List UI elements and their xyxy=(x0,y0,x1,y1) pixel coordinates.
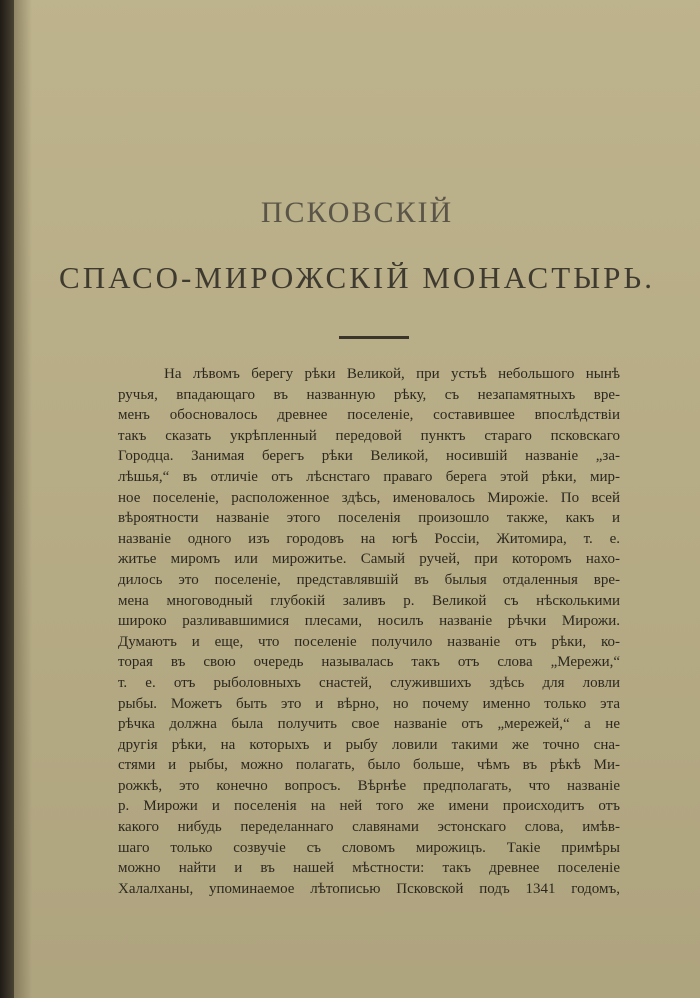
text-line: торая въ свою очередь называлась такъ отъ слова „Мережи,“ xyxy=(118,654,620,671)
text-line: Городца. Занимая берегъ рѣки Великой, носившій названіе „за- xyxy=(118,448,620,465)
text-line: мена многоводный глубокій заливъ р. Великой съ нѣсколькими xyxy=(118,592,620,609)
text-line: рѣчка должна была получить свое названіе отъ „мережей,“ а не xyxy=(118,716,620,733)
text-line: какого нибудь переделаннаго славянами эстонскаго слова, имѣв- xyxy=(118,819,620,836)
text-line: На лѣвомъ берегу рѣки Великой, при устьѣ небольшого нынѣ xyxy=(164,366,620,382)
text-line: Думаютъ и еще, что поселеніе получило названіе отъ рѣки, ко- xyxy=(118,633,620,650)
text-line: вѣроятности названіе этого поселенія произошло также, какъ и xyxy=(118,510,620,527)
text-line: стями и рыбы, можно полагать, было больше, чѣмъ въ рѣкѣ Ми- xyxy=(118,757,620,774)
text-line: такъ сказать укрѣпленный передовой пунктъ стараго псковскаго xyxy=(118,427,620,444)
text-line: шаго только созвучіе съ словомъ мирожицъ. Такіе примѣры xyxy=(118,839,620,856)
text-line: т. е. отъ рыболовныхъ снастей, служившихъ здѣсь для ловли xyxy=(118,674,620,691)
text-line: р. Мирожи и поселенія на ней того же имени происходитъ отъ xyxy=(118,798,620,815)
text-line: лѣшья,“ въ отличіе отъ лѣснстаго праваго берега этой рѣки, мир- xyxy=(118,468,620,485)
book-binding-edge xyxy=(0,0,14,998)
text-line: ное поселеніе, расположенное здѣсь, именовалось Мирожіе. По всей xyxy=(118,489,620,506)
title-line-1: ПСКОВСКIЙ xyxy=(260,196,454,229)
title-line-2: СПАСО-МИРОЖСКIЙ МОНАСТЫРЬ. xyxy=(59,260,655,295)
text-line: ручья, впадающаго въ названную рѣку, съ незапамятныхъ вре- xyxy=(118,386,620,403)
text-line: можно найти и въ нашей мѣстности: такъ древнее поселеніе xyxy=(118,860,620,877)
text-line: другія рѣки, на которыхъ и рыбу ловили такими же точно сна- xyxy=(118,736,620,753)
book-page xyxy=(14,0,700,998)
text-line: дилось это поселеніе, представлявшій въ былыя отдаленныя вре- xyxy=(118,571,620,588)
body-paragraph xyxy=(118,364,620,899)
text-line: житье миромъ или мирожитье. Самый ручей, при которомъ нахо- xyxy=(118,551,620,568)
text-line: рожкѣ, это конечно вопросъ. Вѣрнѣе предполагать, что названіе xyxy=(118,777,620,794)
title-divider xyxy=(339,336,409,339)
text-line: названіе одного изъ городовъ на югѣ Россіи, Житомира, т. е. xyxy=(118,530,620,547)
text-line: широко разливавшимися плесами, носилъ названіе рѣчки Мирожи. xyxy=(118,613,620,630)
text-line: рыбы. Можетъ быть это и вѣрно, но почему именно только эта xyxy=(118,695,620,712)
text-line: менъ обосновалось древнее поселеніе, составившее впослѣдствіи xyxy=(118,407,620,424)
text-line: Халалханы, упоминаемое лѣтописью Псковской подъ 1341 годомъ, xyxy=(118,880,620,897)
